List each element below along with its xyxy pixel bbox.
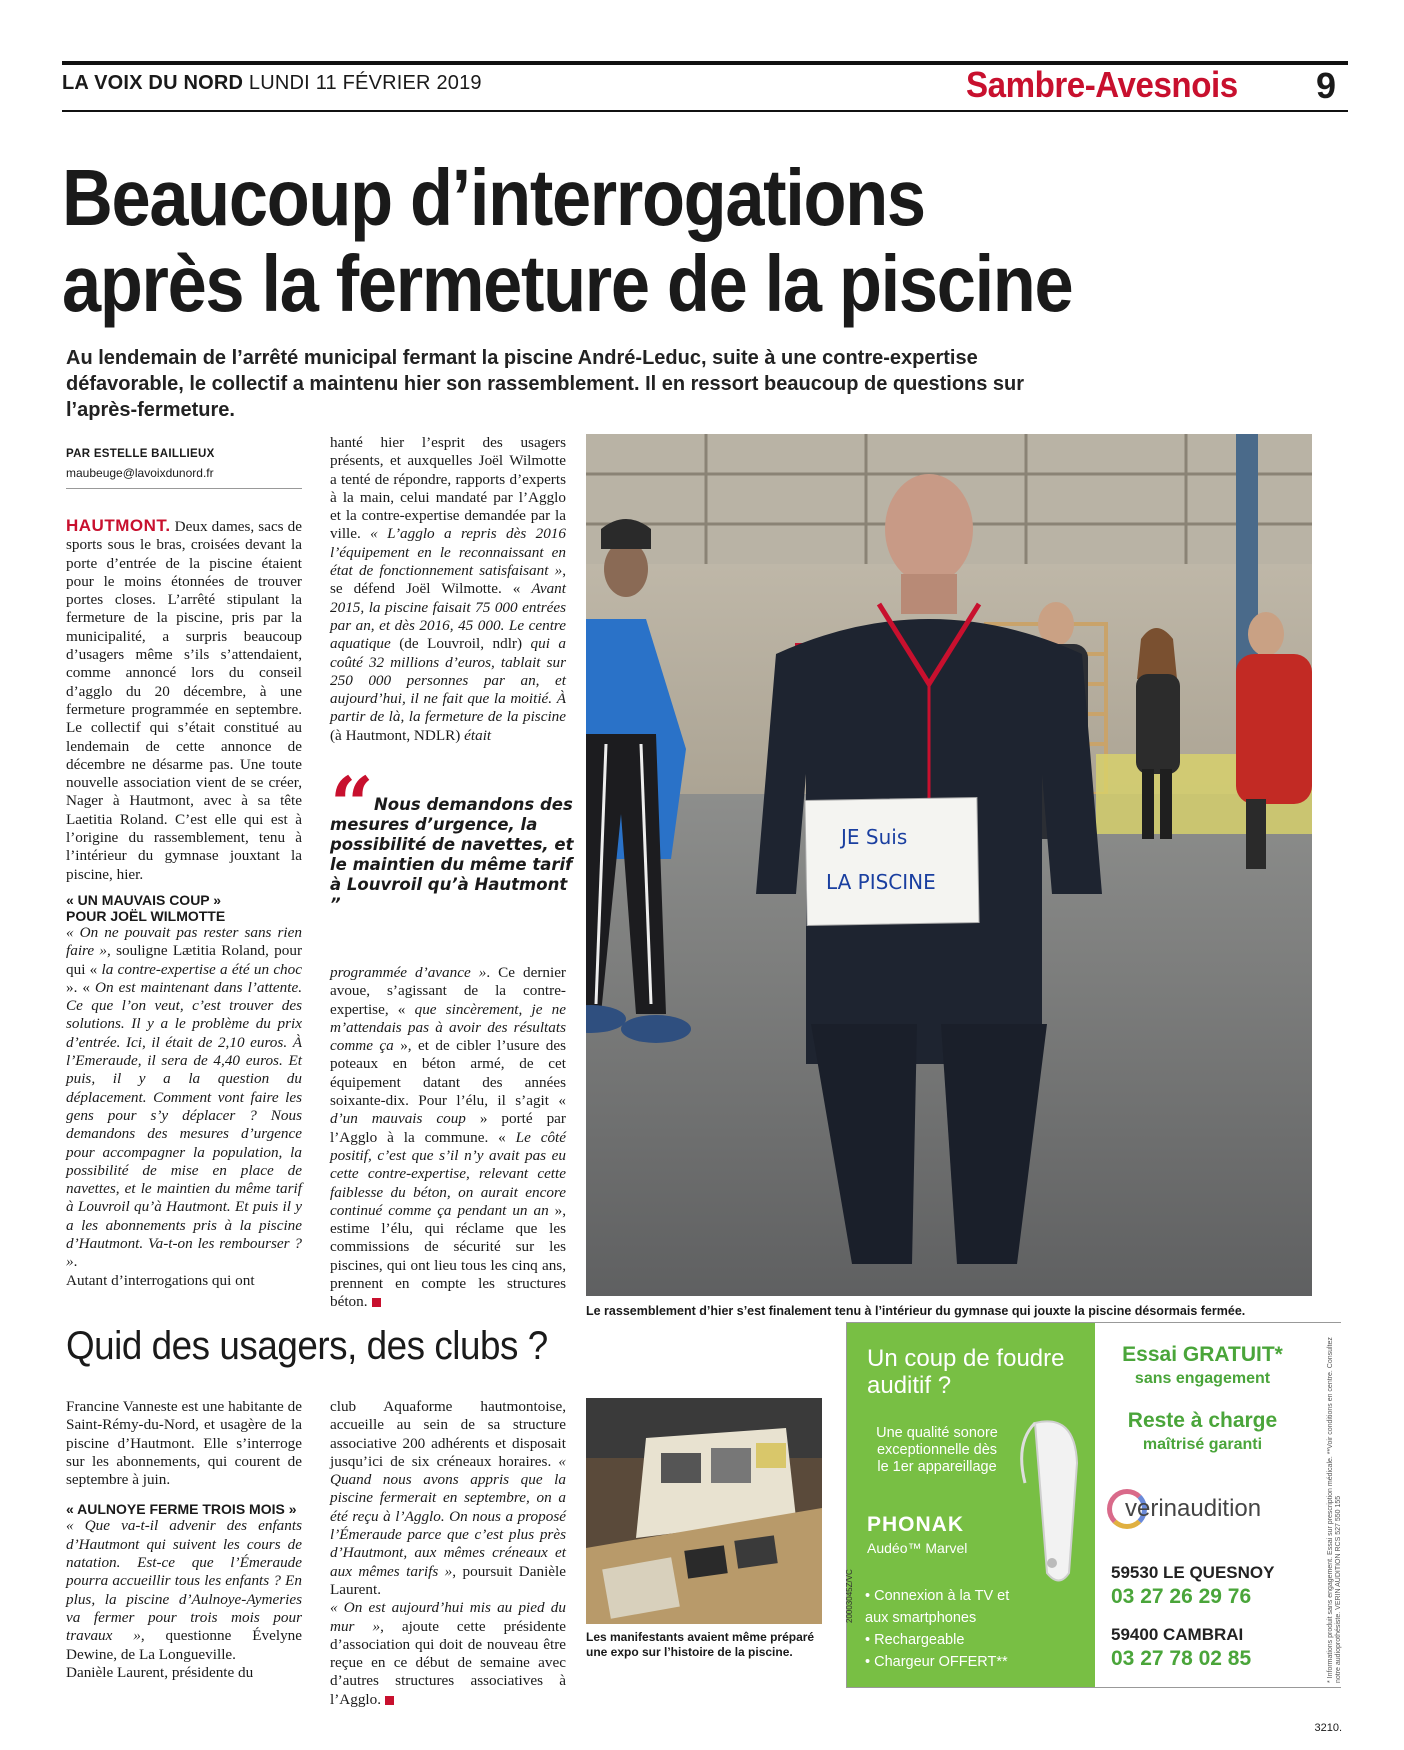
paragraph-text: hanté hier l’esprit des usagers présents, et auxquelles Joël Wilmotte a tenté de répondre, rapports d’experts à la main, celui mandaté par l’Agglo et la contre-expertise demandée par la ville. <box>330 434 566 543</box>
quote-text: « On est aujourd’hui mis au pied du mur » <box>330 1599 566 1635</box>
article-paragraph <box>66 517 302 884</box>
article-paragraph <box>330 964 566 1312</box>
quote-text: « Que va-t-il advenir des enfants d’Hautmont qui suivent les cours de natation. Est-ce que l’Émeraude pourra accueillir tous les enfants ? En plus, la piscine d’Aulnoye-Aymeries va fermer pour trois mois pour travaux » <box>66 1517 302 1645</box>
quote-text: la contre-expertise a été un choc <box>101 960 302 978</box>
paragraph-text: », estime l’élu, qui réclame que les commissions de sécurité sur les piscines, qui ont lieu tous les cinq ans, prennent en compte les structures béton. <box>330 1201 567 1311</box>
quote-mark: “ <box>330 760 374 849</box>
pull-quote <box>330 795 575 915</box>
paper-name: LA VOIX DU NORD <box>62 72 244 94</box>
brand-logo: PHONAK <box>867 1513 965 1536</box>
byline-email: maubeuge@lavoixdunord.fr <box>66 466 214 480</box>
sign-text-1: JE Suis <box>841 825 908 849</box>
paragraph-text: (à Hautmont, NDLR) <box>330 726 465 744</box>
quote-text: d’un mauvais coup <box>330 1110 466 1128</box>
ad-left-panel <box>847 1323 1095 1687</box>
paragraph-text: , ajoute cette présidente d’association qui doit de nouveau être reçue en ce début de semaine avec d’autres structures associatives à l’Agglo. <box>330 1617 566 1708</box>
article-paragraph: Autant d’interrogations qui ont <box>66 1271 255 1289</box>
exhibition-photo <box>586 1398 822 1624</box>
paragraph-text: , questionne Évelyne Dewine, de La Longueville. <box>66 1627 302 1663</box>
bullet-text: Connexion à la TV et aux smartphones <box>865 1588 1010 1626</box>
sign-text-2: LA PISCINE <box>826 870 936 894</box>
article-paragraph <box>330 434 566 745</box>
headline <box>62 155 1136 327</box>
article-paragraph: Francine Vanneste est une habitante de Saint-Rémy-du-Nord, et usagère de la piscine d’Hautmont. Elle s’interroge sur les abonnements, qui courent de septembre à juin. <box>66 1398 302 1489</box>
paragraph-text: ». « <box>66 978 96 996</box>
ad-legal-text: * Informations produit sans engagement. Essai sur prescription médicale. **Voir conditions en centre. Consultez notre audioprothésiste. VERIN AUDITION RCS 527 550 155 <box>1327 1337 1342 1683</box>
footer-code: 3210. <box>1314 1722 1342 1734</box>
page-number: 9 <box>1316 65 1337 106</box>
bullet-item: • Connexion à la TV et aux smartphones <box>865 1588 1010 1626</box>
main-photo <box>586 434 1312 1296</box>
ad-bullets <box>865 1585 1035 1673</box>
interheading-line-2: POUR JOËL WILMOTTE <box>66 907 226 924</box>
ad-remaining-cost: Reste à charge <box>1127 1409 1278 1432</box>
lead-paragraph: Au lendemain de l’arrêté municipal fermant la piscine André-Leduc, suite à une contre-expertise défavorable, le collectif a maintenu hier son rassemblement. Il en ressort beaucoup de questions sur l’après-fermeture. <box>66 347 1025 421</box>
paragraph-text: , poursuit Danièle Laurent. <box>330 1562 566 1598</box>
article-column-2-bottom <box>330 964 566 1312</box>
headline-line-1: Beaucoup d’interrogations <box>62 153 925 242</box>
secondary-headline: Quid des usagers, des clubs ? <box>66 1324 548 1368</box>
quote-text: Le côté positif, c’est que s’il n’y avait pas eu cette contre-expertise, relevant cette faiblesse du béton, on aurait encore continué comme ça pendant un an <box>330 1128 567 1219</box>
ad-headline: Un coup de foudre auditif ? <box>867 1345 1065 1399</box>
bullet-text: Rechargeable <box>874 1632 965 1648</box>
ad-guaranteed: maîtrisé garanti <box>1142 1436 1263 1453</box>
article-paragraph: Danièle Laurent, présidente du <box>66 1663 254 1681</box>
quote-text: que sincèrement, je ne m’attendais pas à avoir des résultats comme ça <box>330 1000 566 1055</box>
photo-caption-2: Les manifestants avaient même préparé une expo sur l’histoire de la piscine. <box>586 1630 815 1659</box>
header-rule <box>62 110 1348 112</box>
issue-date: LUNDI 11 FÉVRIER 2019 <box>248 72 482 94</box>
interheading: « AULNOYE FERME TROIS MOIS » <box>66 1501 297 1518</box>
article-column-1 <box>66 517 302 1290</box>
interheading <box>66 892 302 924</box>
interheading-line-1: « UN MAUVAIS COUP » <box>66 891 222 908</box>
quote-text: « L’agglo a repris dès 2016 l’équipement en le reconnaissant en état de fonctionnement satisfaisant » <box>330 525 566 580</box>
hearing-aid-advertisement <box>846 1322 1341 1688</box>
quality-line-3: le 1er appareillage <box>877 1459 997 1475</box>
ad-address-1: 59530 LE QUESNOY <box>1111 1563 1275 1582</box>
gymnasium-scene-illustration <box>586 434 1312 1296</box>
section-title: Sambre-Avesnois <box>966 64 1238 105</box>
hearing-aid-icon <box>1005 1413 1085 1583</box>
bullet-item: • Rechargeable <box>865 1632 965 1648</box>
quote-text: qui a coûté 32 millions d’euros, tablait sur 250 000 personnes par an, et aujourd’hui, il ne fait que la moitié. À partir de là, la fermeture de la piscine <box>330 635 566 726</box>
pull-quote-text: Nous demandons des mesures d’urgence, la possibilité de navettes, et le maintien du même tarif à Louvroil qu’à Hautmont ” <box>330 795 574 914</box>
end-mark <box>385 1696 394 1705</box>
quality-line-1: Une qualité sonore <box>876 1425 998 1441</box>
headline-line-2: après la fermeture de la piscine <box>62 239 1073 328</box>
byline-rule <box>66 488 302 489</box>
paragraph-text: , souligne Lætitia Roland, pour qui « <box>66 942 302 978</box>
paragraph-text: . <box>73 1253 78 1271</box>
paragraph-text: , se défend Joël Wilmotte. « <box>330 562 566 598</box>
paragraph-text: (de Louvroil, ndlr) <box>390 635 531 653</box>
ad-code: 20003045Z/VC <box>845 1569 854 1623</box>
ad-address-2: 59400 CAMBRAI <box>1111 1625 1244 1644</box>
article-paragraph <box>66 1517 302 1663</box>
ad-phone-2: 03 27 78 02 85 <box>1111 1647 1252 1670</box>
quote-text: « Quand nous avons appris que la piscine fermerait en septembre, on a été reçu à l’Agglo. On nous a proposé l’Émeraude parce que c’est plus près d’Hautmont, aux mêmes créneaux et aux mêmes tarifs » <box>330 1452 566 1580</box>
quote-text: programmée d’avance » <box>330 964 487 981</box>
bullet-text: Chargeur OFFERT** <box>874 1654 1008 1670</box>
paragraph-text: » porté par l’Agglo à la commune. « <box>330 1110 566 1146</box>
quality-line-2: exceptionnelle dès <box>876 1442 998 1458</box>
quote-text: « On ne pouvait pas rester sans rien faire » <box>66 923 302 960</box>
paragraph-text: », et de cibler l’usure des poteaux en béton armé, de cet équipement datant des années soixante-dix. Pour l’élu, il s’agit « <box>330 1037 566 1110</box>
article-paragraph <box>330 1599 566 1709</box>
byline-block <box>66 448 302 489</box>
quote-text: On est maintenant dans l’attente. Ce que l’on veut, c’est trouver des solutions. Il y a le problème du prix d’entrée. Ici, il était de 2,10 euros. À l’Emeraude, il sera de 4,40 euros. Et puis, il y a la question du déplacement. Comment vont faire les gens pour s’y déplacer ? Nous demandons des mesures d’urgence pour accompagner la population, la possibilité de mise en place de navettes, et le maintien du même tarif à Louvroil qu’à Hautmont. Et puis il y a les abonnements pris à la piscine d’Hautmont. Va-t-on les rembourser ? » <box>66 978 302 1271</box>
end-mark <box>372 1298 381 1307</box>
verinaudition-logo-text: verinaudition <box>1125 1495 1262 1522</box>
exhibition-table-illustration <box>586 1398 822 1624</box>
photo-caption: Le rassemblement d’hier s’est finalement tenu à l’intérieur du gymnase qui jouxte la piscine désormais fermée. <box>586 1304 1246 1318</box>
ad-right-panel <box>1095 1323 1342 1687</box>
article-2-column-2 <box>330 1398 566 1709</box>
quote-text: Avant 2015, la piscine faisait 75 000 entrées par an, et dès 2016, 45 000. Le centre aquatique <box>330 580 566 653</box>
ad-free-trial: Essai GRATUIT* <box>1122 1343 1283 1366</box>
ad-phone-1: 03 27 26 29 76 <box>1111 1585 1252 1608</box>
paragraph-text: . Ce dernier avoue, s’agissant de la contre-expertise, « <box>330 964 566 1018</box>
bullet-item: • Chargeur OFFERT** <box>865 1654 1008 1670</box>
masthead <box>62 72 482 95</box>
brand-model: Audéo™ Marvel <box>867 1540 968 1556</box>
dateline-kicker: HAUTMONT. <box>66 516 171 535</box>
byline-author: PAR ESTELLE BAILLIEUX <box>66 448 215 460</box>
ad-no-commitment: sans engagement <box>1134 1370 1271 1387</box>
article-column-2-top <box>330 434 566 745</box>
paragraph-text: Deux dames, sacs de sports sous le bras, croisées devant la porte d’entrée de la piscine étaient pour le moins étonnées de trouver portes closes. L’arrêté stipulant la fermeture de la piscine, pris par la municipalité, a surpris beaucoup d’usagers même s’ils s’attendaient, comme annoncé lors du conseil d’agglo du 20 décembre, à une fermeture programmée en septembre. Le collectif qui s’était constitué au lendemain de cette annonce de décembre ne désarme pas. Une toute nouvelle association vient de se créer, Nager à Hautmont, avec à sa tête Laetitia Roland. C’est elle qui est à l’origine du rassemblement, tenu à l’intérieur du gymnase jouxtant la piscine, hier. <box>66 518 302 883</box>
article-2-column-1 <box>66 1398 302 1682</box>
paragraph-text: club Aquaforme hautmontoise, accueille au sein de sa structure associative 200 adhérents et disposait jusqu’ici de six créneaux horaires. <box>330 1398 566 1470</box>
article-paragraph <box>330 1398 566 1599</box>
article-paragraph <box>66 924 302 1272</box>
quote-text: était <box>464 726 492 744</box>
ad-quality-text <box>867 1425 1007 1476</box>
